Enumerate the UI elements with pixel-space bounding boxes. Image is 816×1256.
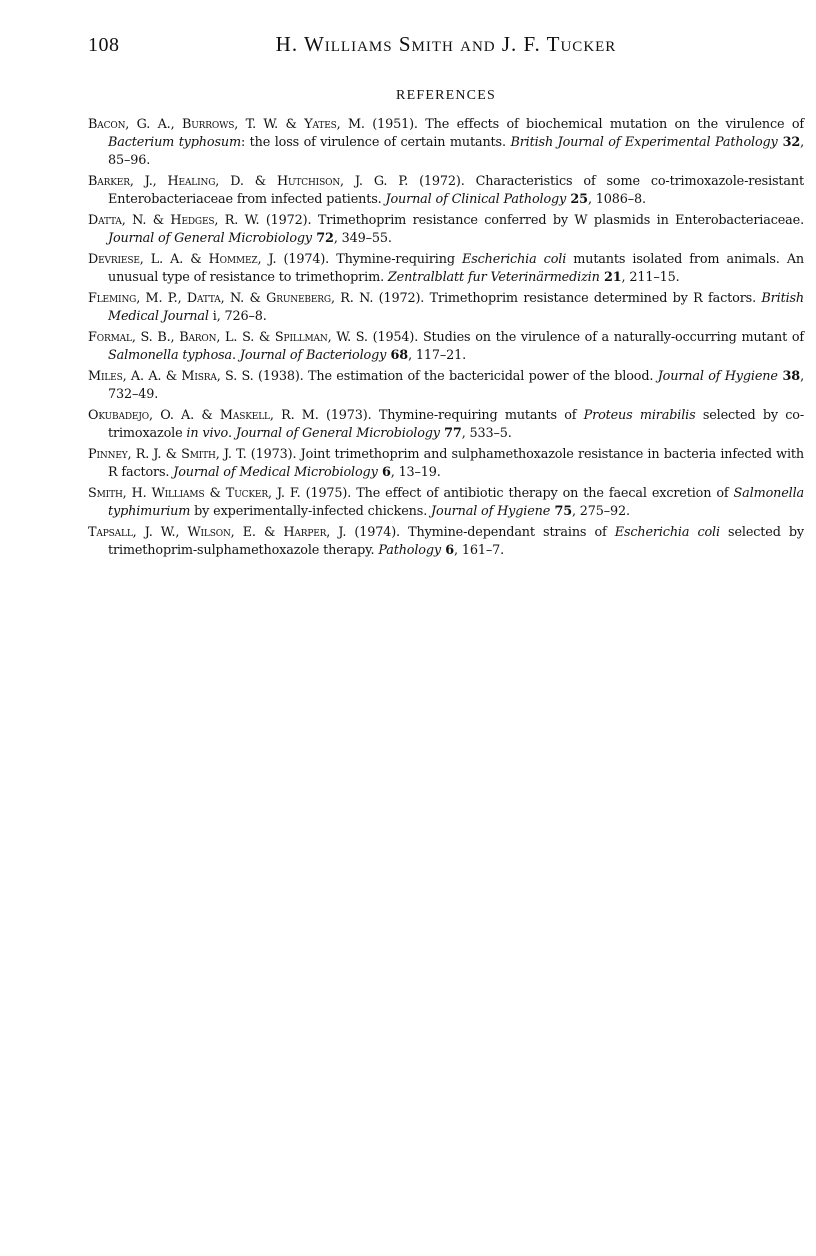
ref-authors: Datta, N. & Hedges, R. W. bbox=[88, 213, 260, 228]
ref-organism: Escherichia coli bbox=[462, 252, 567, 267]
ref-volume: 6 bbox=[440, 543, 455, 558]
ref-journal: British Medical Journal bbox=[108, 291, 805, 324]
ref-authors: Smith, H. Williams & Tucker, J. F. bbox=[88, 486, 301, 501]
ref-title-cont: . bbox=[232, 348, 240, 363]
ref-title: Characteristics of some co-trimoxazole-resistant Enterobacteriaceae from infected patients. bbox=[108, 174, 804, 207]
ref-pages: , 533–5. bbox=[461, 426, 512, 441]
ref-journal: Pathology bbox=[378, 543, 441, 558]
ref-latin-phrase: in vivo bbox=[186, 426, 229, 441]
reference-item bbox=[88, 290, 804, 326]
ref-volume: 38 bbox=[777, 369, 801, 384]
ref-pages: , 349–55. bbox=[333, 231, 392, 246]
ref-pages: , 161–7. bbox=[454, 543, 505, 558]
ref-journal: Journal of Bacteriology bbox=[239, 348, 387, 363]
ref-title: The estimation of the bactericidal power of the blood. bbox=[307, 369, 658, 384]
ref-organism: Proteus mirabilis bbox=[583, 408, 696, 423]
ref-journal: Journal of Hygiene bbox=[657, 369, 778, 384]
ref-pages: , 13–19. bbox=[390, 465, 441, 480]
page-number: 108 bbox=[88, 34, 120, 56]
ref-authors: Formal, S. B., Baron, L. S. & Spillman, W. S. bbox=[88, 330, 368, 345]
ref-year: (1972). bbox=[373, 291, 430, 306]
ref-title: Thymine-requiring mutants of bbox=[378, 408, 584, 423]
ref-authors: Tapsall, J. W., Wilson, E. & Harper, J. bbox=[88, 525, 347, 540]
ref-title-cont: mutants isolated from animals. An unusual type of resistance to trimethoprim. bbox=[108, 252, 805, 285]
page bbox=[88, 30, 804, 563]
running-title: H. Williams Smith and J. F. Tucker bbox=[275, 32, 617, 56]
ref-year: (1972). bbox=[259, 213, 318, 228]
ref-title-cont: by experimentally-infected chickens. bbox=[190, 504, 432, 519]
ref-pages: , 726–8. bbox=[216, 309, 267, 324]
ref-title: Thymine-requiring bbox=[336, 252, 462, 267]
reference-item bbox=[88, 329, 804, 365]
ref-year: (1974). bbox=[276, 252, 337, 267]
ref-organism: Salmonella typhosa bbox=[108, 348, 233, 363]
ref-volume: 72 bbox=[312, 231, 334, 246]
ref-organism: Bacterium typhosum bbox=[108, 135, 241, 150]
ref-volume: 6 bbox=[377, 465, 391, 480]
ref-title: Trimethoprim resistance conferred by W plasmids in Enterobacteriaceae. bbox=[317, 213, 804, 228]
ref-organism: Salmonella typhimurium bbox=[108, 486, 805, 519]
ref-title-cont: selected by co-trimoxazole bbox=[108, 408, 804, 441]
ref-title-cont: : the loss of virulence of certain mutants. bbox=[240, 135, 511, 150]
ref-title-end: . bbox=[228, 426, 236, 441]
reference-item bbox=[88, 212, 804, 248]
ref-journal: British Journal of Experimental Pathology bbox=[510, 135, 778, 150]
running-head bbox=[88, 30, 804, 64]
ref-title: Studies on the virulence of a naturally-occurring mutant of bbox=[422, 330, 805, 345]
reference-item bbox=[88, 485, 804, 521]
ref-journal: Journal of Medical Microbiology bbox=[173, 465, 378, 480]
ref-year: (1974). bbox=[346, 525, 409, 540]
ref-journal: Journal of General Microbiology bbox=[235, 426, 440, 441]
ref-volume: 21 bbox=[599, 270, 622, 285]
ref-year: (1938). bbox=[253, 369, 308, 384]
ref-year: (1954). bbox=[367, 330, 423, 345]
reference-list bbox=[88, 116, 804, 560]
ref-pages: , 275–92. bbox=[571, 504, 630, 519]
ref-authors: Barker, J., Healing, D. & Hutchison, J. G. P. bbox=[88, 174, 409, 189]
ref-pages: , 732–49. bbox=[108, 369, 804, 402]
ref-title-cont: selected by trimethoprim-sulphamethoxazole therapy. bbox=[108, 525, 804, 558]
ref-volume: i bbox=[208, 309, 217, 324]
ref-volume: 25 bbox=[566, 192, 588, 207]
ref-pages: , 211–15. bbox=[621, 270, 680, 285]
ref-journal: Journal of Clinical Pathology bbox=[385, 192, 567, 207]
ref-year: (1972). bbox=[408, 174, 476, 189]
ref-title: Thymine-dependant strains of bbox=[408, 525, 615, 540]
ref-pages: , 1086–8. bbox=[587, 192, 646, 207]
ref-authors: Miles, A. A. & Misra, S. S. bbox=[88, 369, 254, 384]
ref-authors: Devriese, L. A. & Hommez, J. bbox=[88, 252, 277, 267]
reference-item bbox=[88, 446, 804, 482]
ref-journal: Journal of General Microbiology bbox=[108, 231, 312, 246]
ref-volume: 32 bbox=[777, 135, 801, 150]
ref-year: (1973). bbox=[318, 408, 379, 423]
reference-item bbox=[88, 407, 804, 443]
ref-title: The effects of biochemical mutation on the virulence of bbox=[425, 117, 805, 132]
reference-item bbox=[88, 368, 804, 404]
reference-item bbox=[88, 116, 804, 170]
ref-year: (1975). bbox=[300, 486, 357, 501]
ref-authors: Bacon, G. A., Burrows, T. W. & Yates, M. bbox=[88, 117, 365, 132]
reference-item bbox=[88, 251, 804, 287]
ref-authors: Fleming, M. P., Datta, N. & Gruneberg, R. N. bbox=[88, 291, 374, 306]
ref-year: (1951). bbox=[364, 117, 426, 132]
ref-volume: 75 bbox=[550, 504, 572, 519]
ref-volume: 77 bbox=[439, 426, 462, 441]
ref-title: Joint trimethoprim and sulphamethoxazole resistance in bacteria infected with R factors. bbox=[108, 447, 804, 480]
ref-pages: , 117–21. bbox=[408, 348, 467, 363]
ref-title: Trimethoprim resistance determined by R factors. bbox=[429, 291, 762, 306]
ref-pages: , 85–96. bbox=[108, 135, 804, 168]
ref-journal: Zentralblatt fur Veterinärmedizin bbox=[387, 270, 600, 285]
reference-item bbox=[88, 173, 804, 209]
ref-authors: Pinney, R. J. & Smith, J. T. bbox=[88, 447, 247, 462]
ref-title: The effect of antibiotic therapy on the faecal excretion of bbox=[356, 486, 734, 501]
section-heading: REFERENCES bbox=[396, 88, 496, 103]
ref-organism: Escherichia coli bbox=[614, 525, 720, 540]
ref-authors: Okubadejo, O. A. & Maskell, R. M. bbox=[88, 408, 319, 423]
reference-item bbox=[88, 524, 804, 560]
ref-year: (1973). bbox=[246, 447, 301, 462]
ref-journal: Journal of Hygiene bbox=[431, 504, 551, 519]
ref-volume: 68 bbox=[386, 348, 409, 363]
